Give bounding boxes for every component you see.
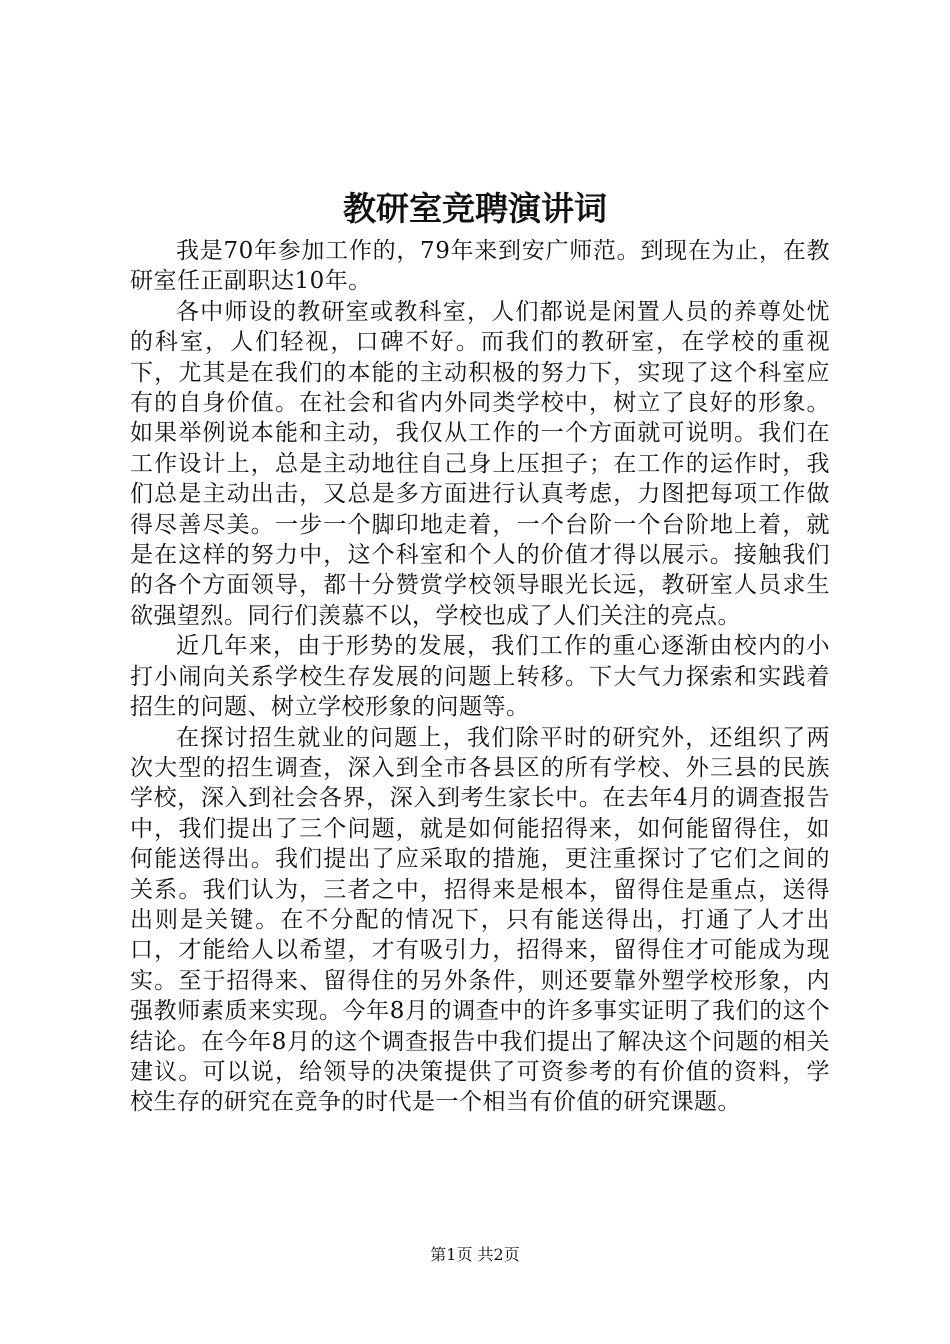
page-footer: 第1页 共2页 — [430, 1245, 520, 1264]
paragraph-2: 各中师设的教研室或教科室，人们都说是闲置人员的养尊处忧的科室，人们轻视，口碑不好。而我们的教研室，在学校的重视下，尤其是在我们的本能的主动积极的努力下，实现了这个科室应有的自身价值。在社会和省内外同类学校中，树立了良好的形象。如果举例说本能和主动，我仅从工作的一个方面就可说明。我们在工作设计上，总是主动地往自己身上压担子；在工作的运作时，我们总是主动出击，又总是多方面进行认真考虑，力图把每项工作做得尽善尽美。一步一个脚印地走着，一个台阶一个台阶地上着，就是在这样的努力中，这个科室和个人的价值才得以展示。接触我们的各个方面领导，都十分赞赏学校领导眼光长远，教研室人员求生欲强望烈。同行们羡慕不以，学校也成了人们关注的亮点。 — [130, 298, 830, 629]
document-body — [130, 236, 830, 1118]
paragraph-1: 我是70年参加工作的，79年来到安广师范。到现在为止，在教研室任正副职达10年。 — [130, 238, 830, 295]
paragraph-4: 在探讨招生就业的问题上，我们除平时的研究外，还组织了两次大型的招生调查，深入到全市各县区的所有学校、外三县的民族学校，深入到社会各界，深入到考生家长中。在去年4月的调查报告中，我们提出了三个问题，就是如何能招得来，如何能留得住，如何能送得出。我们提出了应采取的措施，更注重探讨了它们之间的关系。我们认为，三者之中，招得来是根本，留得住是重点，送得出则是关键。在不分配的情况下，只有能送得出，打通了人才出口，才能给人以希望，才有吸引力，招得来，留得住才可能成为现实。至于招得来、留得住的另外条件，则还要靠外塑学校形象，内强教师素质来实现。今年8月的调查中的许多事实证明了我们的这个结论。在今年8月的这个调查报告中我们提出了解决这个问题的相关建议。可以说，给领导的决策提供了可资参考的有价值的资料，学校生存的研究在竞争的时代是一个相当有价值的研究课题。 — [130, 724, 830, 1116]
page-title: 教研室竞聘演讲词 — [343, 189, 607, 228]
paragraph-3: 近几年来，由于形势的发展，我们工作的重心逐渐由校内的小打小闹向关系学校生存发展的问题上转移。下大气力探索和实践着招生的问题、树立学校形象的问题等。 — [130, 633, 830, 721]
